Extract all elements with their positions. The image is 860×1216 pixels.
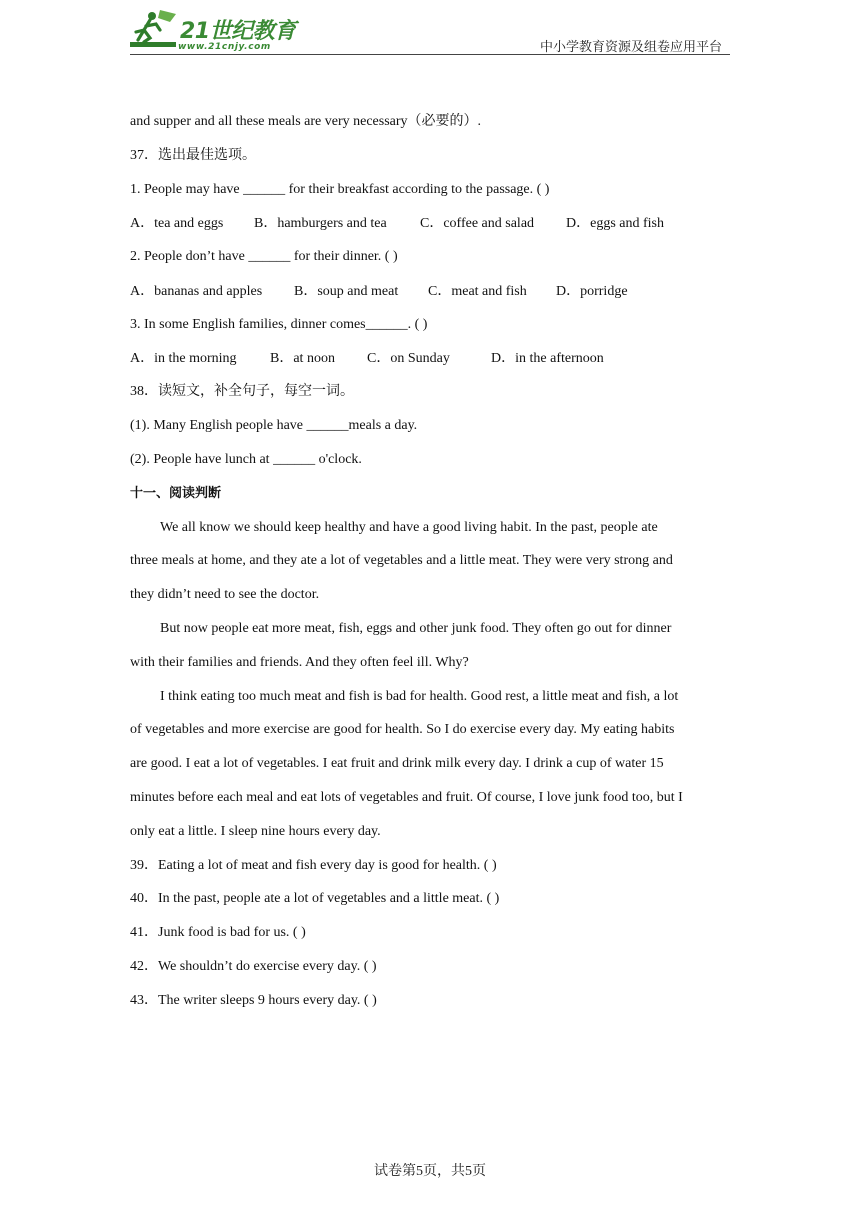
question-37-3: 3. In some English families, dinner comes______. ( ): [130, 317, 428, 332]
option-d: D．eggs and fish: [566, 216, 664, 231]
question-38-1: (1). Many English people have ______meals a day.: [130, 418, 418, 433]
header-divider: [130, 54, 730, 55]
paragraph-line: three meals at home, and they ate a lot of vegetables and a little meat. They were very strong and: [130, 553, 673, 568]
platform-name: 中小学教育资源及组卷应用平台: [539, 39, 722, 54]
paragraph-line: only eat a little. I sleep nine hours every day.: [130, 824, 381, 839]
question-40: 40．In the past, people ate a lot of vegetables and a little meat. ( ): [130, 891, 500, 906]
option-a: A．bananas and apples: [130, 284, 263, 299]
paragraph-line: with their families and friends. And they often feel ill. Why?: [130, 655, 469, 670]
option-a: A．in the morning: [130, 351, 237, 366]
paragraph-line: are good. I eat a lot of vegetables. I eat fruit and drink milk every day. I drink a cup of water 15: [130, 756, 664, 771]
question-38-2: (2). People have lunch at ______ o'clock.: [130, 452, 362, 467]
page-header: [130, 6, 730, 56]
option-c: C．meat and fish: [428, 284, 527, 299]
runner-logo-icon: [130, 8, 180, 50]
question-37-1-options: [130, 214, 730, 234]
question-43: 43．The writer sleeps 9 hours every day. ( ): [130, 993, 377, 1008]
question-41: 41．Junk food is bad for us. ( ): [130, 925, 306, 940]
question-38-title: 38．读短文，补全句子，每空一词。: [130, 384, 354, 399]
option-c: C．coffee and salad: [420, 216, 535, 231]
logo-url: www.21cnjy.com: [178, 42, 271, 52]
question-37-title: 37．选出最佳选项。: [130, 148, 256, 163]
paragraph-line: We all know we should keep healthy and have a good living habit. In the past, people ate: [160, 520, 658, 535]
paragraph-line: minutes before each meal and eat lots of vegetables and fruit. Of course, I love junk food too, but I: [130, 790, 683, 805]
question-37-3-options: [130, 349, 730, 369]
option-d: D．porridge: [556, 284, 628, 299]
paragraph-line: of vegetables and more exercise are good for health. So I do exercise every day. My eating habits: [130, 722, 675, 737]
paragraph-line: I think eating too much meat and fish is bad for health. Good rest, a little meat and fish, a lot: [160, 689, 679, 704]
question-42: 42．We shouldn’t do exercise every day. ( ): [130, 959, 377, 974]
logo-text: 21世纪教育: [180, 19, 296, 44]
option-b: B．at noon: [270, 351, 335, 366]
question-39: 39．Eating a lot of meat and fish every day is good for health. ( ): [130, 858, 497, 873]
paragraph-line: But now people eat more meat, fish, eggs and other junk food. They often go out for dinner: [160, 621, 672, 636]
option-b: B．soup and meat: [294, 284, 399, 299]
option-c: C．on Sunday: [367, 351, 450, 366]
option-d: D．in the afternoon: [491, 351, 604, 366]
question-37-2: 2. People don’t have ______ for their dinner. ( ): [130, 249, 398, 264]
question-37-2-options: [130, 282, 730, 302]
text-line: and supper and all these meals are very necessary（必要的）.: [130, 114, 482, 129]
logo: [130, 8, 310, 54]
question-37-1: 1. People may have ______ for their breakfast according to the passage. ( ): [130, 182, 550, 197]
page-footer: 试卷第5页，共5页: [374, 1164, 486, 1179]
section-heading: 十一、阅读判断: [130, 486, 222, 501]
option-b: B．hamburgers and tea: [254, 216, 387, 231]
option-a: A．tea and eggs: [130, 216, 224, 231]
paragraph-line: they didn’t need to see the doctor.: [130, 587, 320, 602]
